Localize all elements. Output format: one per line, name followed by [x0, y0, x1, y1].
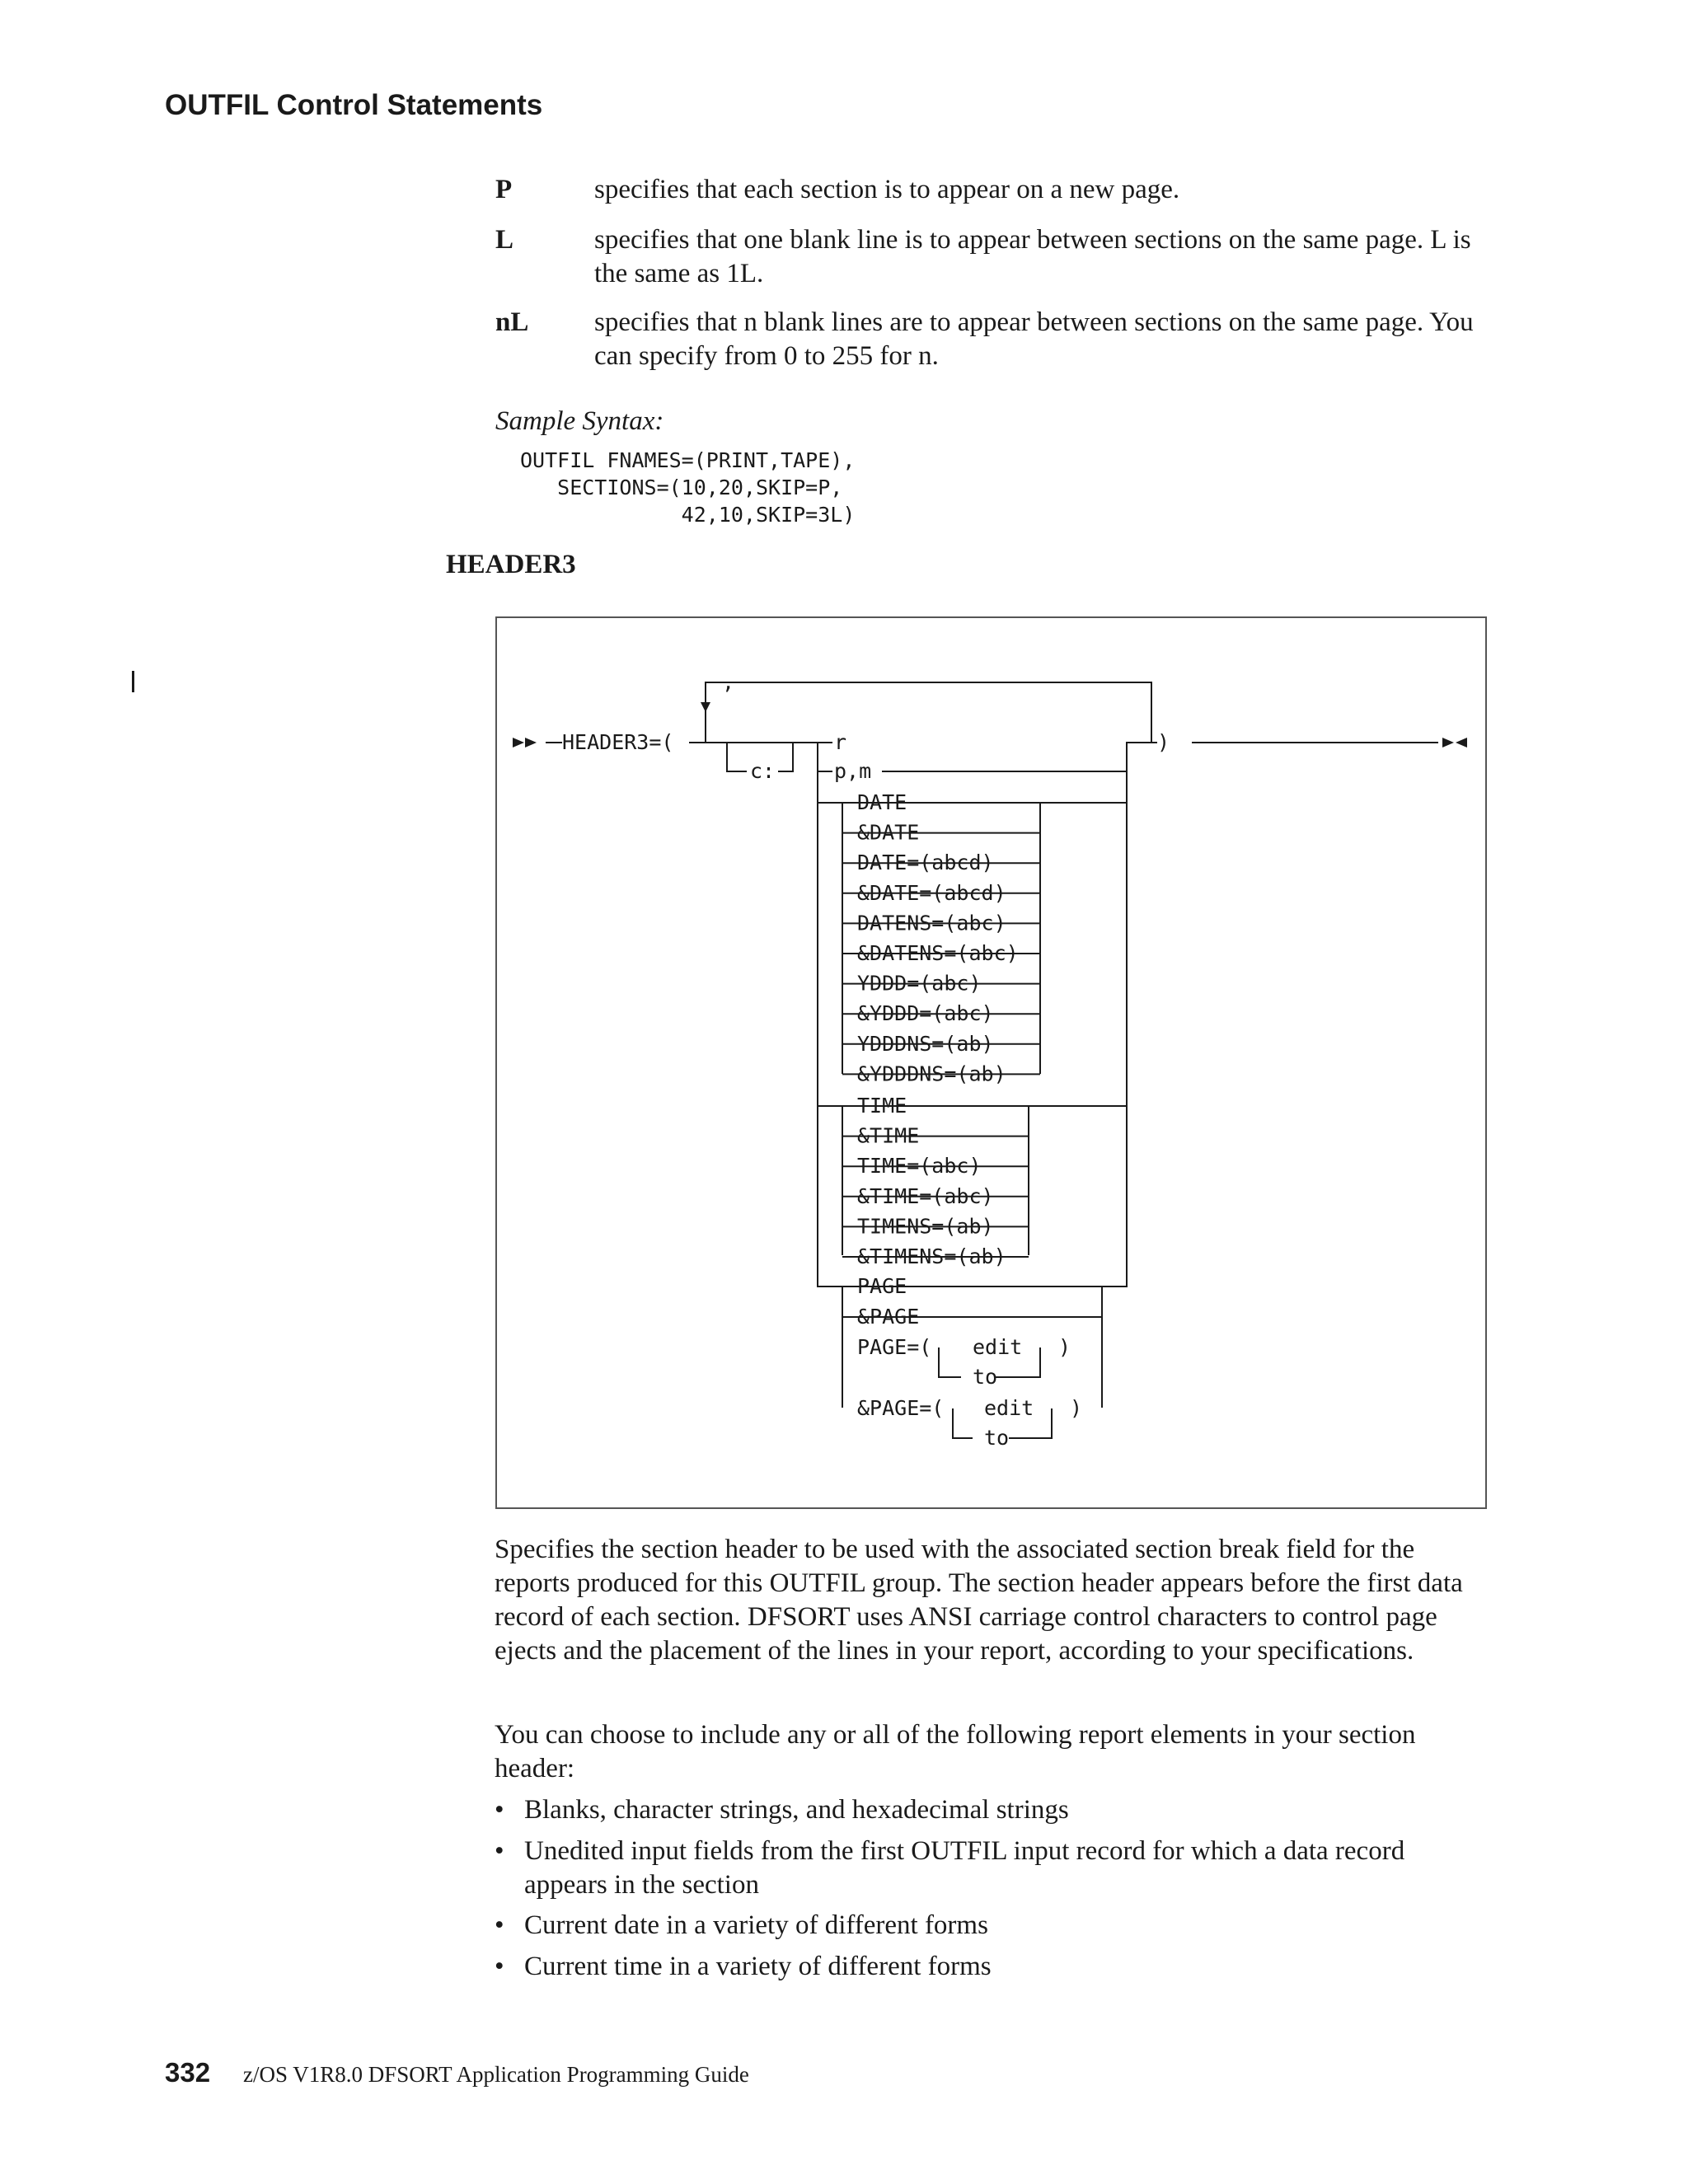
diagram-time-item: &TIME=(abc) — [857, 1183, 994, 1208]
diagram-r: r — [834, 730, 847, 754]
list-item-text: Unedited input fields from the first OUTFIL input record for which a data record appears in the section — [524, 1836, 1405, 1900]
diagram-date-item: DATE — [857, 790, 907, 814]
bullet-icon: • — [495, 1952, 504, 1981]
diagram-amp-page-paren: &PAGE=( — [857, 1396, 945, 1420]
diagram-amp-page-edit: edit — [984, 1396, 1034, 1420]
list-item-text: Current date in a variety of different forms — [524, 1910, 988, 1940]
diagram-time-item: TIME=(abc) — [857, 1154, 982, 1179]
definition-text-l: specifies that one blank line is to appear between sections on the same page. L is the same as 1L. — [594, 225, 1471, 288]
diagram-date-item: DATENS=(abc) — [857, 911, 1006, 935]
body-paragraph-1: Specifies the section header to be used with the associated section break field for the reports produced for this OUTFIL group. The section header appears before the first data record of each section. DFSORT uses ANSI carriage control characters to control page ejects and the placement of the lines in your report, according to your specifications. — [495, 1535, 1463, 1666]
diagram-page-to: to — [973, 1365, 998, 1389]
diagram-page-close: ) — [1058, 1335, 1071, 1359]
diagram-start-keyword: HEADER3=( — [562, 730, 674, 754]
body-paragraph-2: You can choose to include any or all of the following report elements in your section header: — [495, 1720, 1416, 1783]
diagram-time-item: &TIMENS=(ab) — [857, 1244, 1006, 1268]
definition-term-nl: nL — [495, 307, 529, 337]
definition-term-p: P — [495, 175, 513, 204]
list-item-text: Blanks, character strings, and hexadecimal strings — [524, 1795, 1069, 1825]
definition-text-nl: specifies that n blank lines are to appear between sections on the same page. You can specify from 0 to 255 for n. — [594, 307, 1474, 371]
diagram-date-item: &DATE — [857, 820, 920, 845]
diagram-page-item: PAGE — [857, 1274, 907, 1298]
diagram-date-item: &YDDD=(abc) — [857, 1001, 994, 1026]
diagram-date-item: &YDDDNS=(ab) — [857, 1062, 1006, 1086]
sample-syntax-label: Sample Syntax: — [495, 406, 664, 436]
book-title: z/OS V1R8.0 DFSORT Application Programming Guide — [243, 2062, 749, 2087]
diagram-page-paren: PAGE=( — [857, 1335, 932, 1359]
running-head: OUTFIL Control Statements — [165, 89, 543, 121]
diagram-date-item: &DATE=(abcd) — [857, 880, 1006, 905]
definition-text-p: specifies that each section is to appear on a new page. — [594, 175, 1180, 204]
diagram-page-edit: edit — [973, 1335, 1023, 1359]
page-number: 332 — [165, 2057, 211, 2088]
diagram-page-item: &PAGE — [857, 1305, 920, 1329]
diagram-date-item: YDDDNS=(ab) — [857, 1031, 994, 1056]
diagram-repeat-separator: , — [722, 670, 735, 694]
list-item-text: Current time in a variety of different forms — [524, 1952, 992, 1981]
diagram-amp-page-to: to — [984, 1426, 1010, 1450]
section-heading: HEADER3 — [446, 550, 576, 579]
diagram-time-item: TIMENS=(ab) — [857, 1214, 994, 1239]
diagram-time-item: &TIME — [857, 1123, 920, 1148]
diagram-time-item: TIME — [857, 1094, 907, 1118]
sample-syntax-code: OUTFIL FNAMES=(PRINT,TAPE), SECTIONS=(10,20,SKIP=P, 42,10,SKIP=3L) — [520, 448, 856, 527]
bullet-icon: • — [495, 1836, 504, 1866]
diagram-pm: p,m — [834, 759, 872, 783]
diagram-close-paren: ) — [1157, 730, 1170, 754]
diagram-amp-page-close: ) — [1070, 1396, 1083, 1420]
diagram-c-option: c: — [750, 759, 776, 783]
diagram-date-item: DATE=(abcd) — [857, 851, 994, 875]
bullet-icon: • — [495, 1795, 504, 1825]
definition-term-l: L — [495, 225, 514, 255]
bullet-icon: • — [495, 1910, 504, 1940]
diagram-date-item: &DATENS=(abc) — [857, 941, 1019, 965]
diagram-date-item: YDDD=(abc) — [857, 971, 982, 996]
